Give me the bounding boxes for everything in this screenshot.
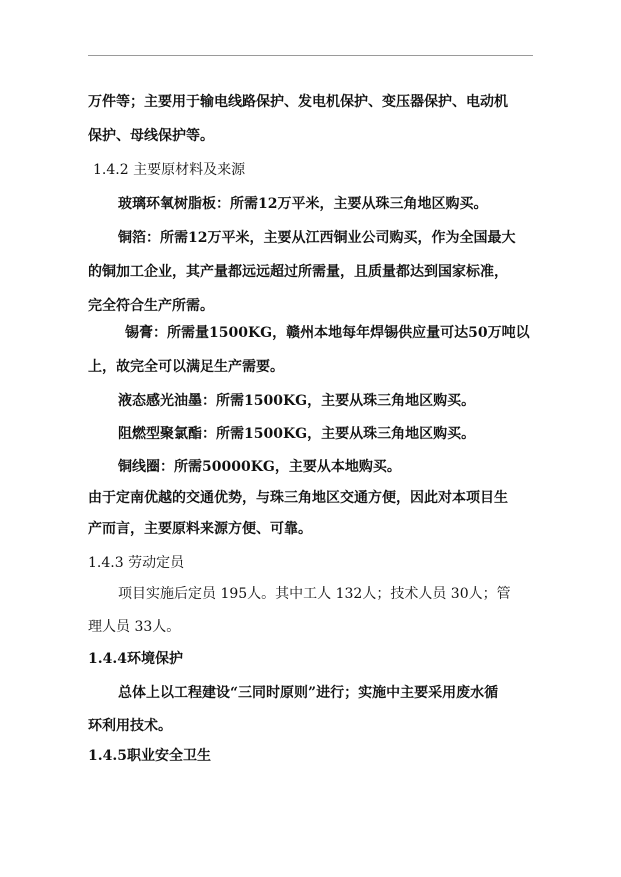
section-heading-1-4-3: 1.4.3 劳动定员	[88, 555, 185, 571]
paragraph-line-copper-foil-3: 完全符合生产所需。	[88, 298, 214, 314]
paragraph-line-transport-2: 产而言，主要原料来源方便、可靠。	[88, 521, 312, 537]
section-heading-1-4-4: 1.4.4环境保护	[88, 651, 183, 667]
paragraph-line-polyester: 阻燃型聚氯酯：所需1500KG，主要从珠三角地区购买。	[118, 426, 476, 442]
paragraph-line-environment-1: 总体上以工程建设“三同时原则”进行；实施中主要采用废水循	[118, 685, 499, 701]
paragraph-line-staff-2: 理人员 33人。	[88, 619, 181, 635]
paragraph-line-2: 保护、母线保护等。	[88, 128, 214, 144]
paragraph-line-glass-epoxy: 玻璃环氧树脂板：所需12万平米，主要从珠三角地区购买。	[118, 196, 488, 212]
paragraph-line-copper-foil-1: 铜箔：所需12万平米，主要从江西铜业公司购买，作为全国最大	[118, 230, 516, 246]
paragraph-line-copper-coil: 铜线圈：所需50000KG，主要从本地购买。	[118, 459, 401, 475]
header-rule	[88, 55, 533, 56]
paragraph-line-transport-1: 由于定南优越的交通优势，与珠三角地区交通方便，因此对本项目生	[88, 490, 508, 506]
section-heading-1-4-5: 1.4.5职业安全卫生	[88, 748, 211, 764]
paragraph-line-solder-2: 上，故完全可以满足生产需要。	[88, 359, 284, 375]
paragraph-line-staff-1: 项目实施后定员 195人。其中工人 132人；技术人员 30人；管	[118, 586, 511, 602]
paragraph-line-environment-2: 环利用技术。	[88, 718, 172, 734]
paragraph-line-solder-1: 锡膏：所需量1500KG，赣州本地每年焊锡供应量可达50万吨以	[125, 325, 530, 341]
section-heading-1-4-2: 1.4.2 主要原材料及来源	[93, 162, 246, 178]
paragraph-line-copper-foil-2: 的铜加工企业，其产量都远远超过所需量，且质量都达到国家标准，	[88, 264, 508, 280]
paragraph-line-ink: 液态感光油墨：所需1500KG，主要从珠三角地区购买。	[118, 393, 476, 409]
paragraph-line-1: 万件等；主要用于输电线路保护、发电机保护、变压器保护、电动机	[88, 94, 508, 110]
